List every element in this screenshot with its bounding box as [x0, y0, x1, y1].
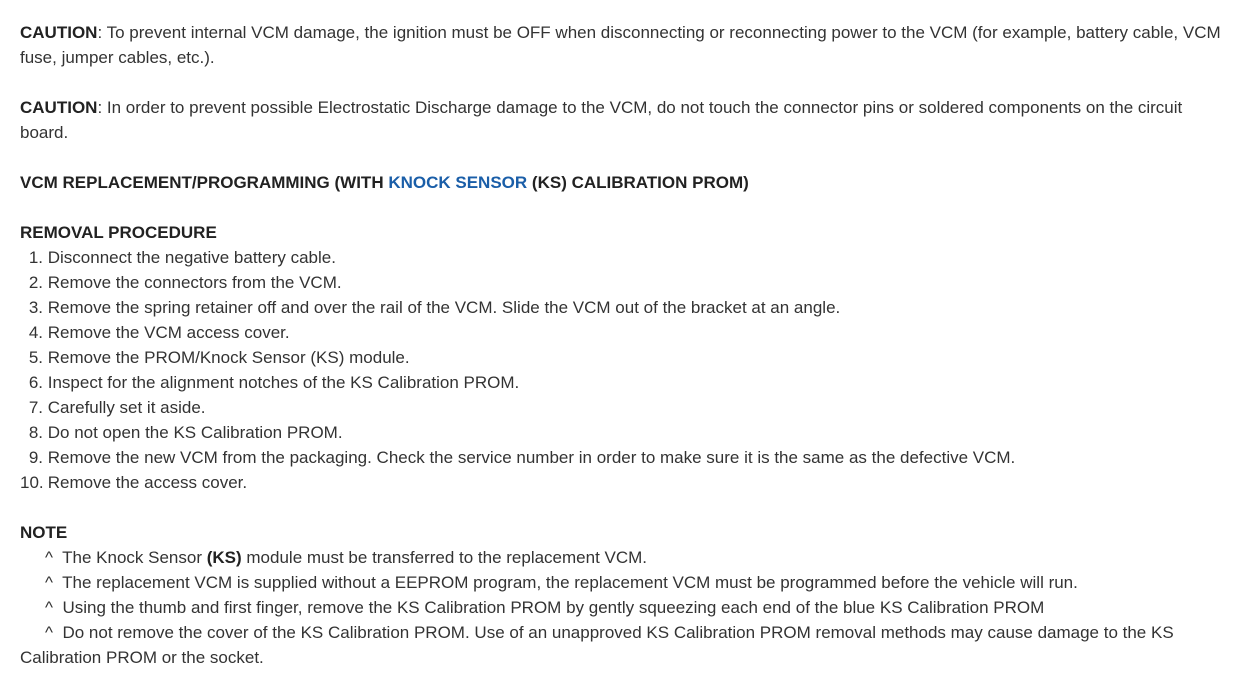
step-number: 10. [20, 473, 44, 492]
knock-sensor-link[interactable]: KNOCK SENSOR [388, 173, 528, 192]
section-title-suffix: (KS) CALIBRATION PROM) [527, 173, 749, 192]
step-text: Remove the spring retainer off and over the rail of the VCM. Slide the VCM out of the bracket at an angle. [47, 298, 841, 317]
step-number: 5. [28, 348, 43, 367]
note-text: module must be transferred to the replacement VCM. [241, 548, 648, 567]
list-item [20, 370, 1235, 395]
list-item [20, 445, 1235, 470]
note-text: The Knock Sensor [62, 548, 207, 567]
step-number: 6. [28, 373, 43, 392]
caret-icon: ^ [45, 598, 53, 617]
removal-procedure-heading: REMOVAL PROCEDURE [20, 223, 217, 242]
list-item [20, 570, 1235, 595]
step-text: Remove the access cover. [47, 473, 248, 492]
step-number: 8. [28, 423, 43, 442]
step-text: Do not open the KS Calibration PROM. [47, 423, 343, 442]
step-text: Carefully set it aside. [47, 398, 206, 417]
caret-icon: ^ [45, 623, 53, 642]
caret-icon: ^ [45, 573, 53, 592]
caret-icon: ^ [45, 548, 53, 567]
step-number: 7. [28, 398, 43, 417]
list-item [20, 395, 1235, 420]
list-item [20, 270, 1235, 295]
note-list [20, 545, 1235, 670]
step-number: 9. [28, 448, 43, 467]
removal-steps-list [20, 245, 1235, 495]
section-title-prefix: VCM REPLACEMENT/PROGRAMMING (WITH [20, 173, 389, 192]
list-item [20, 595, 1235, 620]
step-text: Remove the PROM/Knock Sensor (KS) module. [47, 348, 410, 367]
list-item [20, 470, 1235, 495]
step-number: 4. [28, 323, 43, 342]
step-text: Remove the connectors from the VCM. [47, 273, 342, 292]
note-heading: NOTE [20, 523, 68, 542]
caution-text: : In order to prevent possible Electrostatic Discharge damage to the VCM, do not touch the connector pins or soldered components on the circuit board. [20, 98, 1183, 142]
step-text: Remove the new VCM from the packaging. Check the service number in order to make sure it is the same as the defective VCM. [47, 448, 1016, 467]
step-number: 3. [28, 298, 43, 317]
note-text: Do not remove the cover of the KS Calibration PROM. Use of an unapproved KS Calibration PROM removal methods may cause damage to the KS Calibration PROM or the socket. [20, 623, 1174, 667]
step-number: 2. [28, 273, 43, 292]
caution-label: CAUTION [20, 98, 98, 117]
list-item [20, 620, 1235, 670]
note-emphasis: (KS) [206, 548, 242, 567]
list-item [20, 420, 1235, 445]
note-text: Using the thumb and first finger, remove the KS Calibration PROM by gently squeezing each end of the blue KS Calibration PROM [62, 598, 1045, 617]
note-text: The replacement VCM is supplied without a EEPROM program, the replacement VCM must be programmed before the vehicle will run. [62, 573, 1078, 592]
list-item [20, 345, 1235, 370]
caution-paragraph-esd [20, 95, 1235, 145]
step-text: Disconnect the negative battery cable. [47, 248, 336, 267]
list-item [20, 545, 1235, 570]
step-text: Inspect for the alignment notches of the KS Calibration PROM. [47, 373, 520, 392]
caution-text: : To prevent internal VCM damage, the ignition must be OFF when disconnecting or reconnecting power to the VCM (for example, battery cable, VCM fuse, jumper cables, etc.). [20, 23, 1221, 67]
list-item [20, 320, 1235, 345]
step-text: Remove the VCM access cover. [47, 323, 290, 342]
list-item [20, 295, 1235, 320]
caution-label: CAUTION [20, 23, 98, 42]
caution-paragraph-ignition [20, 20, 1235, 70]
list-item [20, 245, 1235, 270]
step-number: 1. [28, 248, 43, 267]
section-title [20, 170, 1235, 195]
